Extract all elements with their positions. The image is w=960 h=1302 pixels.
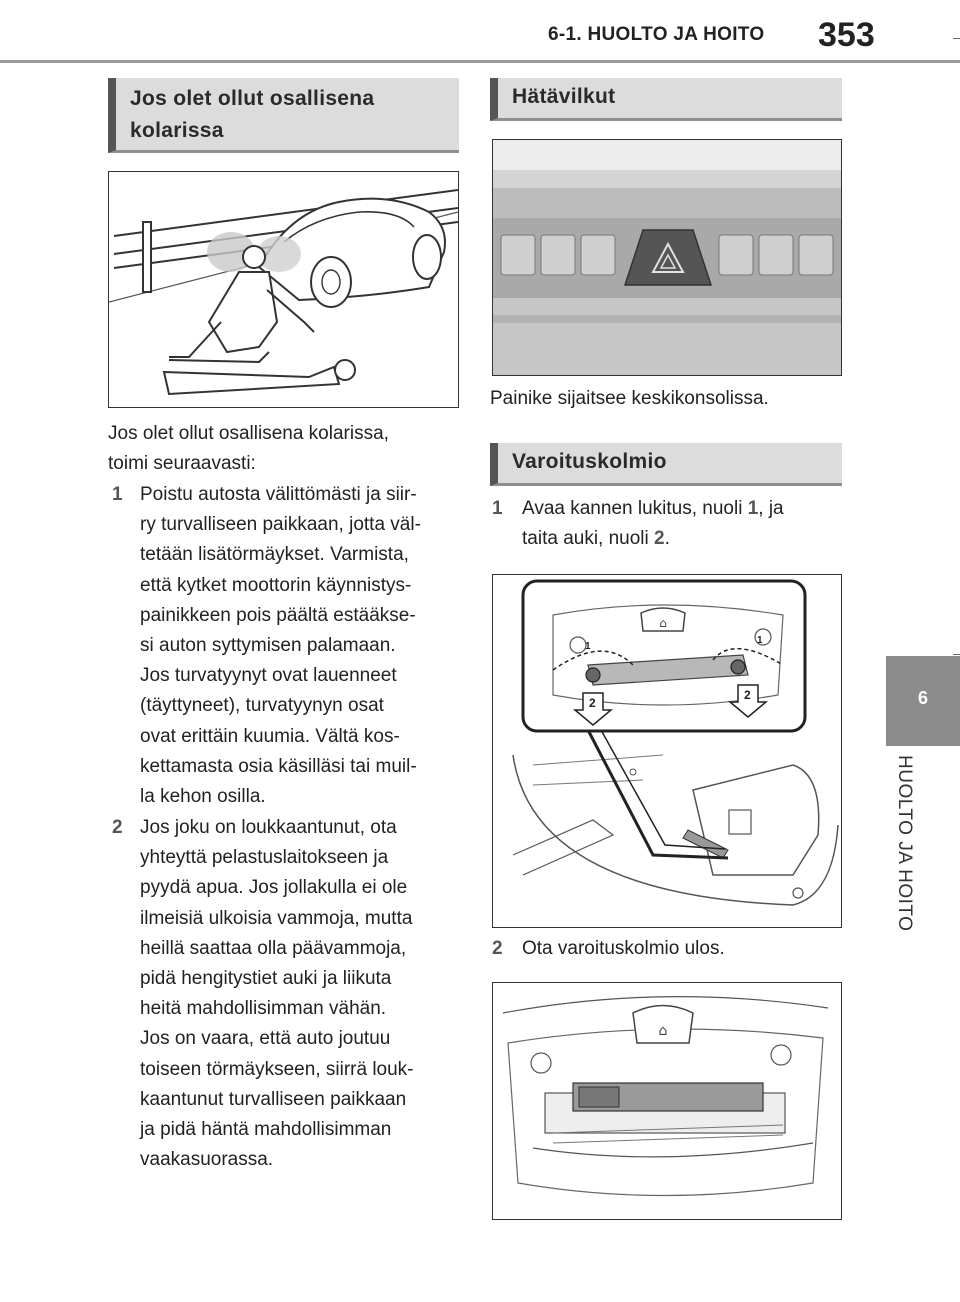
text-line: ilmeisiä ulkoisia vammoja, mutta xyxy=(140,907,413,929)
margin-tick xyxy=(953,38,960,39)
intro-text xyxy=(108,419,389,479)
hazard-caption: Painike sijaitsee keskikonsolissa. xyxy=(490,388,769,409)
triangle-step-1 xyxy=(492,494,842,554)
text-line: heillä saattaa olla päävammoja, xyxy=(140,937,407,959)
accident-illustration xyxy=(108,171,459,408)
chapter-label: HUOLTO JA HOITO xyxy=(894,755,915,932)
hazard-button-illustration xyxy=(492,139,842,376)
triangle-storage-drawing xyxy=(493,983,841,1219)
text-line: vaakasuorassa. xyxy=(140,1149,274,1171)
warning-triangle-illustration xyxy=(492,982,842,1220)
text-line: toimi seuraavasti: xyxy=(108,453,256,474)
step-number: 1 xyxy=(112,484,123,505)
step-body xyxy=(140,813,452,1175)
svg-text:⌂: ⌂ xyxy=(658,1023,668,1039)
step-body xyxy=(522,494,842,554)
text-line: pyydä apua. Jos jollakulla ei ole xyxy=(140,877,408,899)
step-body xyxy=(140,480,452,812)
heading-line: kolarissa xyxy=(130,119,224,142)
heading-text: Varoituskolmio xyxy=(512,450,667,473)
text-line xyxy=(522,524,842,554)
text-line: pidä hengitystiet auki ja liikuta xyxy=(140,968,392,990)
text-line: että kytket moottorin käynnistys- xyxy=(140,574,412,596)
text-run: . xyxy=(664,528,670,550)
triangle-step-2 xyxy=(492,934,842,964)
section-heading-warning-triangle xyxy=(490,443,842,486)
text-line: la kehon osilla. xyxy=(140,786,266,808)
text-run: Avaa kannen lukitus, nuoli xyxy=(522,498,748,519)
trunk-lid-drawing xyxy=(493,575,841,927)
accident-scene-drawing xyxy=(109,172,458,407)
text-line: si auton syttymisen palamaan. xyxy=(140,635,396,657)
console-drawing xyxy=(493,140,841,375)
text-line: ja pidä häntä mahdollisimman xyxy=(140,1119,392,1141)
page-number: 353 xyxy=(818,16,875,54)
text-line: kaantunut turvalliseen paikkaan xyxy=(140,1088,407,1110)
text-line: painikkeen pois päältä estääkse- xyxy=(140,604,416,626)
margin-tick xyxy=(953,654,960,655)
step-number: 1 xyxy=(492,498,503,519)
text-line: Poistu autosta välittömästi ja siir- xyxy=(140,484,417,505)
heading-text: Hätävilkut xyxy=(512,85,616,108)
text-line: yhteyttä pelastuslaitokseen ja xyxy=(140,847,389,869)
trunk-lid-illustration xyxy=(492,574,842,928)
text-line: tetään lisätörmäykset. Varmista, xyxy=(140,544,409,566)
step-2 xyxy=(112,813,452,1175)
heading-line: Jos olet ollut osallisena xyxy=(130,87,375,110)
text-run: taita auki, nuoli xyxy=(522,528,655,550)
arrow-label-1: 1 xyxy=(585,641,591,652)
text-line: ovat erittäin kuumia. Vältä kos- xyxy=(140,725,400,747)
step-body: Ota varoituskolmio ulos. xyxy=(522,938,725,959)
arrow-label-2: 2 xyxy=(589,696,596,710)
svg-text:⌂: ⌂ xyxy=(659,616,667,630)
text-line: Jos olet ollut osallisena kolarissa, xyxy=(108,423,389,444)
arrow-label-2: 2 xyxy=(744,688,751,702)
text-line xyxy=(522,494,842,524)
text-line: Jos turvatyynyt ovat lauenneet xyxy=(140,665,397,687)
section-heading-hazard-lights xyxy=(490,78,842,121)
arrow-ref-2: 2 xyxy=(654,528,665,550)
arrow-label-1: 1 xyxy=(757,635,763,646)
text-line: toiseen törmäykseen, siirrä louk- xyxy=(140,1058,414,1080)
header-rule xyxy=(0,60,960,63)
step-number: 2 xyxy=(112,817,123,838)
arrow-ref-1: 1 xyxy=(747,498,759,519)
text-line: ry turvalliseen paikkaan, jotta väl- xyxy=(140,514,421,536)
text-run: , ja xyxy=(758,498,784,519)
step-1 xyxy=(112,480,452,812)
running-header: 6-1. HUOLTO JA HOITO xyxy=(548,24,765,45)
step-number: 2 xyxy=(492,938,503,959)
text-line: kettamasta osia käsilläsi tai muil- xyxy=(140,755,417,777)
chapter-number: 6 xyxy=(917,688,928,708)
text-line: (täyttyneet), turvatyynyn osat xyxy=(140,695,384,717)
section-heading-accident xyxy=(108,78,459,153)
chapter-tab xyxy=(886,656,960,746)
text-line: Jos on vaara, että auto joutuu xyxy=(140,1028,391,1050)
text-line: heitä mahdollisimman vähän. xyxy=(140,998,387,1020)
text-line: Jos joku on loukkaantunut, ota xyxy=(140,817,397,838)
